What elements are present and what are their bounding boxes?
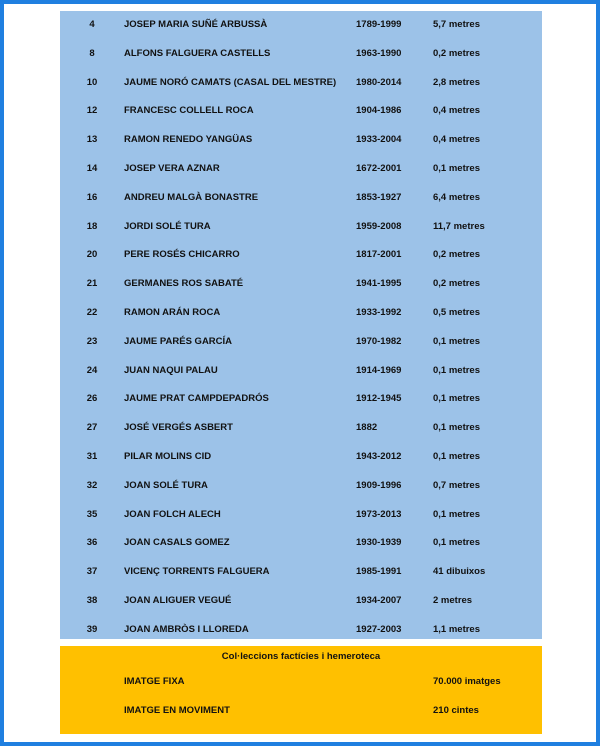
fons-size: 0,1 metres	[433, 335, 481, 347]
fons-years: 1941-1995	[356, 278, 402, 290]
table-row	[60, 328, 542, 357]
fons-size: 1,1 metres	[433, 623, 481, 635]
fons-number: 24	[86, 364, 98, 376]
collection-value: 70.000 imatges	[433, 676, 501, 687]
fons-size: 0,2 metres	[433, 249, 481, 261]
fons-number: 22	[86, 307, 98, 318]
table-row	[60, 558, 542, 587]
fons-number: 36	[86, 537, 98, 549]
fons-number: 31	[86, 451, 98, 462]
table-row	[60, 299, 542, 328]
fons-size: 0,5 metres	[433, 307, 481, 318]
fons-number: 8	[89, 47, 95, 59]
fons-number: 32	[86, 479, 98, 491]
table-row	[60, 97, 542, 126]
fons-number: 13	[86, 134, 98, 146]
fons-years: 1959-2008	[356, 220, 402, 232]
fons-name: ANDREU MALGÀ BONASTRE	[124, 191, 259, 203]
fons-number: 16	[86, 191, 98, 203]
table-row	[60, 11, 542, 40]
fons-size: 11,7 metres	[433, 220, 485, 232]
table-row	[60, 155, 542, 184]
fons-size: 0,1 metres	[433, 163, 481, 174]
fons-size: 2 metres	[433, 595, 473, 606]
fons-size: 6,4 metres	[433, 191, 481, 203]
fons-years: 1672-2001	[356, 163, 402, 174]
table-row	[60, 357, 542, 386]
fons-name: JOAN FOLCH ALECH	[124, 508, 221, 520]
fons-number: 27	[86, 422, 98, 434]
fons-size: 5,7 metres	[433, 19, 481, 30]
fons-size: 0,7 metres	[433, 479, 481, 491]
fons-name: JOSÉ VERGÉS ASBERT	[124, 422, 233, 434]
fons-size: 0,1 metres	[433, 422, 481, 434]
table-row	[60, 616, 542, 645]
fons-years: 1933-2004	[356, 134, 402, 146]
fons-years: 1789-1999	[356, 19, 402, 30]
table-row	[60, 213, 542, 242]
collection-value: 210 cintes	[433, 705, 479, 716]
fons-size: 0,2 metres	[433, 278, 481, 290]
fons-name: JORDI SOLÉ TURA	[124, 220, 211, 232]
collection-row	[60, 697, 542, 725]
collection-label: IMATGE EN MOVIMENT	[124, 705, 230, 716]
fons-number: 14	[86, 163, 98, 174]
fons-years: 1927-2003	[356, 623, 402, 635]
fons-years: 1985-1991	[356, 566, 402, 578]
fonds-table	[60, 11, 542, 639]
fons-name: JOSEP VERA AZNAR	[124, 163, 220, 174]
fons-size: 2,8 metres	[433, 76, 481, 88]
fons-name: JOAN CASALS GOMEZ	[124, 537, 230, 549]
fons-years: 1980-2014	[356, 76, 402, 88]
fons-years: 1853-1927	[356, 191, 402, 203]
table-row	[60, 126, 542, 155]
table-row	[60, 472, 542, 501]
fons-number: 21	[86, 278, 98, 290]
fons-years: 1912-1945	[356, 393, 402, 405]
fons-name: ALFONS FALGUERA CASTELLS	[124, 47, 271, 59]
fons-number: 38	[86, 595, 98, 606]
fons-number: 10	[86, 76, 98, 88]
fons-years: 1904-1986	[356, 105, 402, 117]
fons-size: 0,1 metres	[433, 508, 481, 520]
fons-name: JAUME NORÓ CAMATS (CASAL DEL MESTRE)	[124, 76, 337, 88]
fons-years: 1934-2007	[356, 595, 402, 606]
fons-size: 0,4 metres	[433, 105, 481, 117]
collections-box	[60, 646, 542, 734]
fons-years: 1963-1990	[356, 47, 402, 59]
fons-years: 1973-2013	[356, 508, 402, 520]
fons-number: 20	[86, 249, 98, 261]
table-row	[60, 241, 542, 270]
fons-name: GERMANES ROS SABATÉ	[124, 278, 244, 290]
fons-name: JAUME PRAT CAMPDEPADRÓS	[124, 393, 269, 405]
fons-size: 0,1 metres	[433, 537, 481, 549]
fons-years: 1943-2012	[356, 451, 402, 462]
fons-name: JOSEP MARIA SUÑÉ ARBUSSÀ	[124, 19, 268, 30]
collection-row	[60, 668, 542, 696]
fons-name: JOAN SOLÉ TURA	[124, 479, 208, 491]
table-row	[60, 529, 542, 558]
fons-years: 1882	[356, 422, 378, 434]
fons-years: 1909-1996	[356, 479, 402, 491]
fons-name: JOAN AMBRÒS I LLOREDA	[124, 623, 249, 635]
fons-years: 1817-2001	[356, 249, 402, 261]
fons-years: 1930-1939	[356, 537, 402, 549]
fons-size: 0,1 metres	[433, 451, 481, 462]
fons-number: 35	[86, 508, 98, 520]
fons-name: JAUME PARÉS GARCÍA	[124, 335, 233, 347]
table-row	[60, 443, 542, 472]
table-row	[60, 69, 542, 98]
fons-name: PILAR MOLINS CID	[124, 451, 212, 462]
fons-number: 4	[89, 19, 95, 30]
fons-size: 0,2 metres	[433, 47, 481, 59]
fons-name: VICENÇ TORRENTS FALGUERA	[124, 566, 270, 578]
fons-years: 1933-1992	[356, 307, 402, 318]
fons-name: JUAN NAQUI PALAU	[124, 364, 218, 376]
table-row	[60, 414, 542, 443]
fons-years: 1914-1969	[356, 364, 402, 376]
fons-number: 26	[86, 393, 98, 405]
fons-size: 0,1 metres	[433, 364, 481, 376]
fons-name: RAMON ARÁN ROCA	[124, 307, 221, 318]
table-row	[60, 40, 542, 69]
fons-size: 0,4 metres	[433, 134, 481, 146]
fons-number: 12	[86, 105, 98, 117]
collection-label: IMATGE FIXA	[124, 676, 185, 687]
fons-number: 18	[86, 220, 98, 232]
table-row	[60, 587, 542, 616]
fons-size: 0,1 metres	[433, 393, 481, 405]
fons-size: 41 dibuixos	[433, 566, 486, 578]
collections-title: Col·leccions factícies i hemeroteca	[221, 651, 381, 662]
fons-name: RAMON RENEDO YANGÜAS	[124, 134, 253, 146]
fons-number: 37	[86, 566, 98, 578]
table-row	[60, 270, 542, 299]
fons-years: 1970-1982	[356, 335, 402, 347]
table-row	[60, 501, 542, 530]
table-row	[60, 184, 542, 213]
fons-name: PERE ROSÉS CHICARRO	[124, 249, 240, 261]
fons-number: 39	[86, 623, 98, 635]
fons-name: JOAN ALIGUER VEGUÉ	[124, 595, 232, 606]
fons-number: 23	[86, 335, 98, 347]
table-row	[60, 385, 542, 414]
fons-name: FRANCESC COLLELL ROCA	[124, 105, 254, 117]
